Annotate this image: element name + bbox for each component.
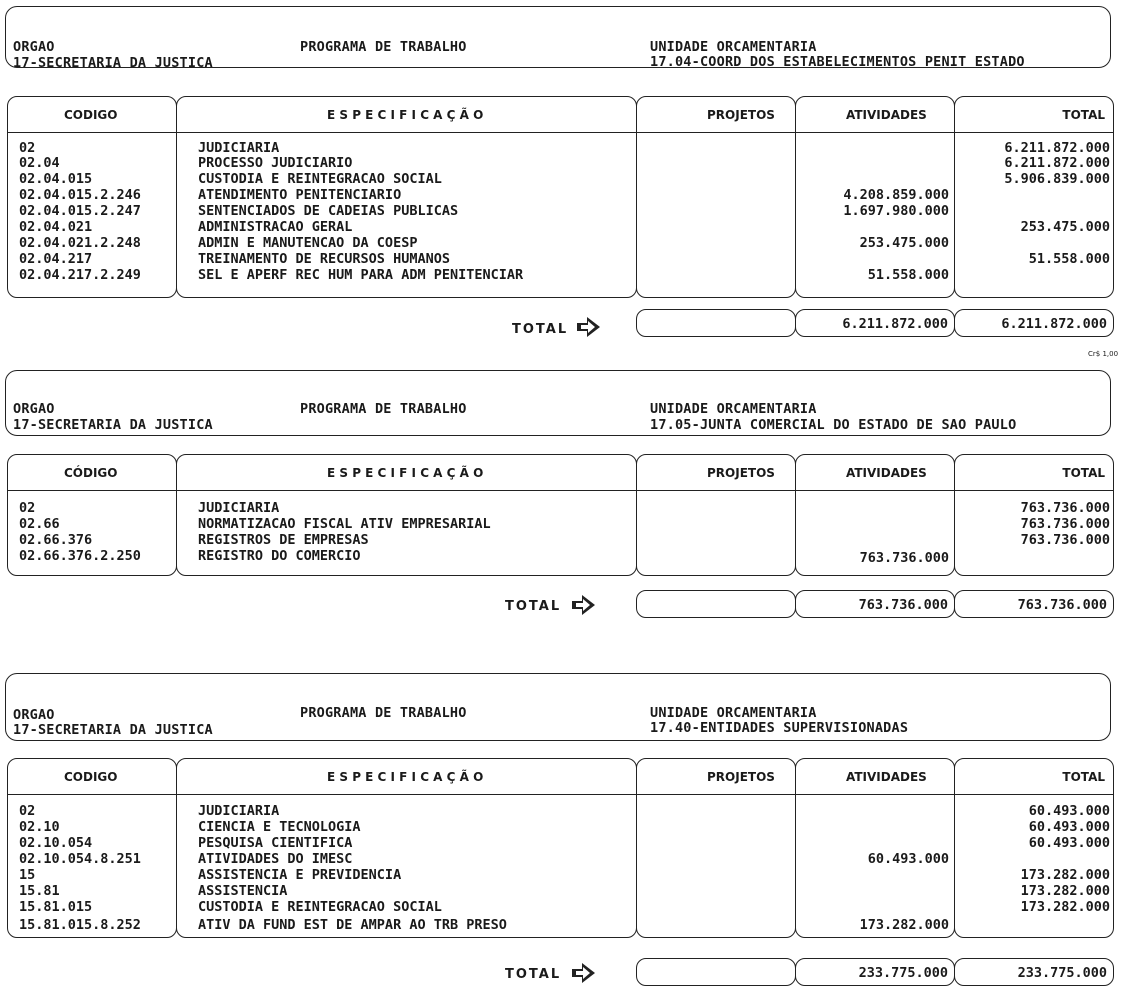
- codigo-cell: 02.66.376.2.250: [19, 548, 141, 564]
- especificacao-cell: ASSISTENCIA E PREVIDENCIA: [198, 867, 402, 883]
- total-cell: 763.736.000: [1020, 532, 1110, 548]
- codigo-cell: 15.81: [19, 883, 60, 899]
- programa-label: PROGRAMA DE TRABALHO: [300, 39, 467, 55]
- especificacao-cell: JUDICIARIA: [198, 500, 280, 516]
- atividades-cell: 4.208.859.000: [843, 187, 949, 203]
- total-label: TOTAL: [505, 599, 562, 614]
- projetos-column: [636, 96, 796, 298]
- projetos-header: PROJETOS: [707, 108, 775, 122]
- especificacao-cell: SENTENCIADOS DE CADEIAS PUBLICAS: [198, 203, 459, 219]
- orgao-label: ORGAO: [13, 707, 55, 723]
- codigo-cell: 02.04: [19, 155, 60, 171]
- total-cell: 173.282.000: [1020, 867, 1110, 883]
- total-total-value: 763.736.000: [1017, 597, 1107, 613]
- especificacao-cell: TREINAMENTO DE RECURSOS HUMANOS: [198, 251, 450, 267]
- especificacao-cell: CIENCIA E TECNOLOGIA: [198, 819, 361, 835]
- codigo-cell: 15.81.015: [19, 899, 93, 915]
- total-projetos-box: [636, 309, 796, 337]
- projetos-column: [636, 454, 796, 576]
- codigo-cell: 15: [19, 867, 36, 883]
- atividades-cell: 1.697.980.000: [843, 203, 949, 219]
- unidade-value: 17.04-COORD DOS ESTABELECIMENTOS PENIT ESTADO: [650, 54, 1025, 70]
- codigo-cell: 02.66: [19, 516, 60, 532]
- projetos-column: [636, 758, 796, 938]
- codigo-header: CÓDIGO: [64, 466, 118, 480]
- total-header: TOTAL: [1062, 108, 1105, 122]
- total-total-box: [954, 958, 1114, 986]
- total-atividades-value: 763.736.000: [858, 597, 948, 613]
- codigo-cell: 02.04.217.2.249: [19, 267, 141, 283]
- especificacao-cell: NORMATIZACAO FISCAL ATIV EMPRESARIAL: [198, 516, 491, 532]
- total-cell: 51.558.000: [1028, 251, 1110, 267]
- especificacao-cell: SEL E APERF REC HUM PARA ADM PENITENCIAR: [198, 267, 524, 283]
- especificacao-header: E S P E C I F I C A Ç Ã O: [327, 466, 484, 480]
- atividades-cell: 253.475.000: [859, 235, 949, 251]
- especificacao-cell: JUDICIARIA: [198, 140, 280, 156]
- especificacao-cell: CUSTODIA E REINTEGRACAO SOCIAL: [198, 171, 442, 187]
- codigo-cell: 02: [19, 500, 36, 516]
- especificacao-header: E S P E C I F I C A Ç Ã O: [327, 770, 484, 784]
- programa-label: PROGRAMA DE TRABALHO: [300, 401, 467, 417]
- total-atividades-value: 233.775.000: [858, 965, 948, 981]
- atividades-cell: 60.493.000: [867, 851, 949, 867]
- total-cell: 6.211.872.000: [1004, 155, 1110, 171]
- especificacao-cell: ADMIN E MANUTENCAO DA COESP: [198, 235, 418, 251]
- total-total-box: [954, 309, 1114, 337]
- total-total-value: 6.211.872.000: [1001, 316, 1107, 332]
- orgao-label: ORGAO: [13, 401, 55, 417]
- especificacao-cell: ATIV DA FUND EST DE AMPAR AO TRB PRESO: [198, 917, 507, 933]
- currency-note: Cr$ 1,00: [1088, 350, 1119, 358]
- total-atividades-box: [795, 958, 955, 986]
- codigo-cell: 02.10: [19, 819, 60, 835]
- unidade-value: 17.05-JUNTA COMERCIAL DO ESTADO DE SAO PAULO: [650, 417, 1017, 433]
- atividades-column: [795, 758, 955, 938]
- projetos-header: PROJETOS: [707, 466, 775, 480]
- total-atividades-box: [795, 590, 955, 618]
- total-header: TOTAL: [1062, 466, 1105, 480]
- total-atividades-box: [795, 309, 955, 337]
- especificacao-cell: ATIVIDADES DO IMESC: [198, 851, 353, 867]
- especificacao-cell: ASSISTENCIA: [198, 883, 288, 899]
- total-header: TOTAL: [1062, 770, 1105, 784]
- unidade-label: UNIDADE ORCAMENTARIA: [650, 401, 817, 417]
- especificacao-cell: ATENDIMENTO PENITENCIARIO: [198, 187, 402, 203]
- codigo-cell: 02.04.015.2.247: [19, 203, 141, 219]
- total-cell: 173.282.000: [1020, 883, 1110, 899]
- total-projetos-box: [636, 958, 796, 986]
- especificacao-cell: REGISTRO DO COMERCIO: [198, 548, 361, 564]
- total-label: TOTAL: [505, 967, 562, 982]
- atividades-cell: 51.558.000: [867, 267, 949, 283]
- total-cell: 60.493.000: [1028, 819, 1110, 835]
- atividades-header: ATIVIDADES: [846, 466, 927, 480]
- total-cell: 173.282.000: [1020, 899, 1110, 915]
- unidade-label: UNIDADE ORCAMENTARIA: [650, 39, 817, 55]
- total-projetos-box: [636, 590, 796, 618]
- especificacao-cell: PESQUISA CIENTIFICA: [198, 835, 353, 851]
- total-total-value: 233.775.000: [1017, 965, 1107, 981]
- total-cell: 763.736.000: [1020, 516, 1110, 532]
- codigo-cell: 02.04.217: [19, 251, 93, 267]
- atividades-cell: 173.282.000: [859, 917, 949, 933]
- arrow-right-icon: [575, 316, 601, 338]
- orgao-value: 17-SECRETARIA DA JUSTICA: [13, 55, 213, 71]
- total-cell: 6.211.872.000: [1004, 140, 1110, 156]
- especificacao-cell: JUDICIARIA: [198, 803, 280, 819]
- total-total-box: [954, 590, 1114, 618]
- arrow-right-icon: [570, 594, 596, 616]
- arrow-right-icon: [570, 962, 596, 984]
- especificacao-cell: REGISTROS DE EMPRESAS: [198, 532, 369, 548]
- codigo-cell: 02.66.376: [19, 532, 93, 548]
- codigo-cell: 02: [19, 803, 36, 819]
- total-cell: 5.906.839.000: [1004, 171, 1110, 187]
- codigo-header: CODIGO: [64, 108, 118, 122]
- total-cell: 253.475.000: [1020, 219, 1110, 235]
- atividades-cell: 763.736.000: [859, 550, 949, 566]
- total-atividades-value: 6.211.872.000: [842, 316, 948, 332]
- especificacao-header: E S P E C I F I C A Ç Ã O: [327, 108, 484, 122]
- total-cell: 60.493.000: [1028, 803, 1110, 819]
- orgao-value: 17-SECRETARIA DA JUSTICA: [13, 722, 213, 738]
- projetos-header: PROJETOS: [707, 770, 775, 784]
- codigo-cell: 02.04.015: [19, 171, 93, 187]
- orgao-value: 17-SECRETARIA DA JUSTICA: [13, 417, 213, 433]
- especificacao-cell: PROCESSO JUDICIARIO: [198, 155, 353, 171]
- especificacao-cell: CUSTODIA E REINTEGRACAO SOCIAL: [198, 899, 442, 915]
- codigo-cell: 15.81.015.8.252: [19, 917, 141, 933]
- unidade-label: UNIDADE ORCAMENTARIA: [650, 705, 817, 721]
- codigo-cell: 02.10.054: [19, 835, 93, 851]
- programa-label: PROGRAMA DE TRABALHO: [300, 705, 467, 721]
- codigo-cell: 02.04.015.2.246: [19, 187, 141, 203]
- atividades-header: ATIVIDADES: [846, 108, 927, 122]
- codigo-cell: 02.04.021.2.248: [19, 235, 141, 251]
- total-cell: 763.736.000: [1020, 500, 1110, 516]
- codigo-cell: 02.10.054.8.251: [19, 851, 141, 867]
- total-cell: 60.493.000: [1028, 835, 1110, 851]
- total-column: [954, 96, 1114, 298]
- codigo-cell: 02: [19, 140, 36, 156]
- unidade-value: 17.40-ENTIDADES SUPERVISIONADAS: [650, 720, 909, 736]
- especificacao-cell: ADMINISTRACAO GERAL: [198, 219, 353, 235]
- atividades-header: ATIVIDADES: [846, 770, 927, 784]
- total-label: TOTAL: [512, 322, 569, 337]
- codigo-header: CODIGO: [64, 770, 118, 784]
- orgao-label: ORGAO: [13, 39, 55, 55]
- codigo-cell: 02.04.021: [19, 219, 93, 235]
